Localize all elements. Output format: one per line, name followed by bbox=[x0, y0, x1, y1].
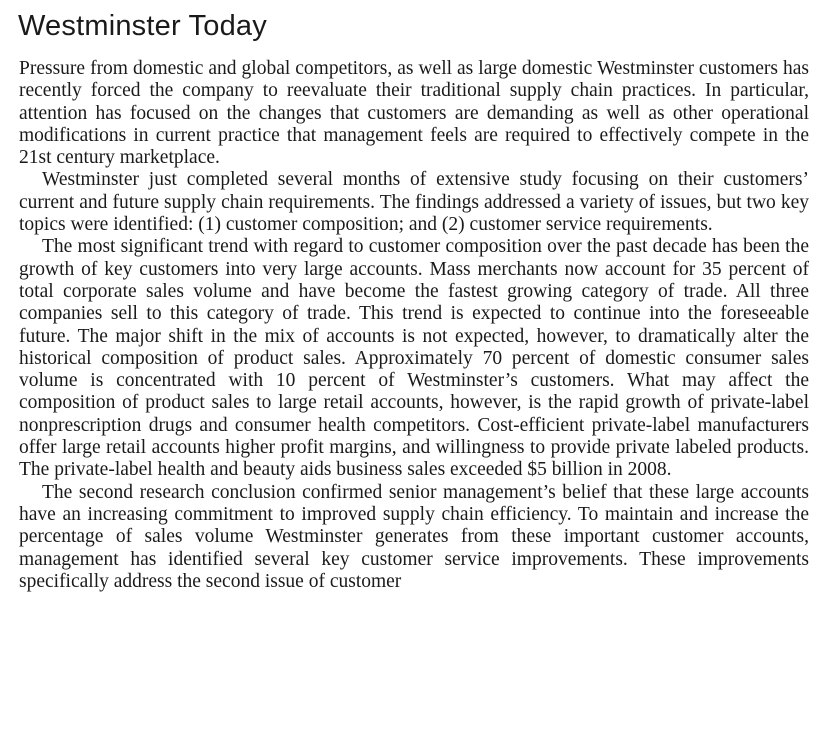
paragraph-3: The most significant trend with regard to customer composition over the past decade has been the growth of key customers into very large accounts. Mass merchants now account for 35 percent of total corporate sales volume and have become the fastest growing category of trade. All three companies sell to this category of trade. This trend is expected to continue into the foreseeable future. The major shift in the mix of accounts is not expected, however, to dramatically alter the historical composition of product sales. Approximately 70 percent of domestic consumer sales volume is concentrated with 10 percent of Westminster’s customers. What may affect the composition of product sales to large retail accounts, however, is the rapid growth of private-label nonprescription drugs and consumer health competitors. Cost-efficient private-label manufacturers offer large retail accounts higher profit margins, and willingness to provide private labeled products. The private-label health and beauty aids business sales exceeded $5 billion in 2008. bbox=[19, 236, 809, 481]
paragraph-4: The second research conclusion confirmed senior management’s belief that these large accounts have an increasing commitment to improved supply chain efficiency. To maintain and increase the percentage of sales volume Westminster generates from these important customer accounts, management has identified several key customer service improvements. These improvements specifically address the second issue of customer bbox=[19, 481, 809, 592]
paragraph-1: Pressure from domestic and global competitors, as well as large domestic Westminster customers has recently forced the company to reevaluate their traditional supply chain practices. In particular, attention has focused on the changes that customers are demanding as well as other operational modifications in current practice that management feels are required to effectively compete in the 21st century marketplace. bbox=[19, 58, 809, 169]
paragraph-2: Westminster just completed several months of extensive study focusing on their customers’ current and future supply chain requirements. The findings addressed a variety of issues, but two key topics were identified: (1) customer composition; and (2) customer service requirements. bbox=[19, 169, 809, 236]
section-heading: Westminster Today bbox=[18, 10, 267, 42]
body-text bbox=[19, 58, 809, 593]
